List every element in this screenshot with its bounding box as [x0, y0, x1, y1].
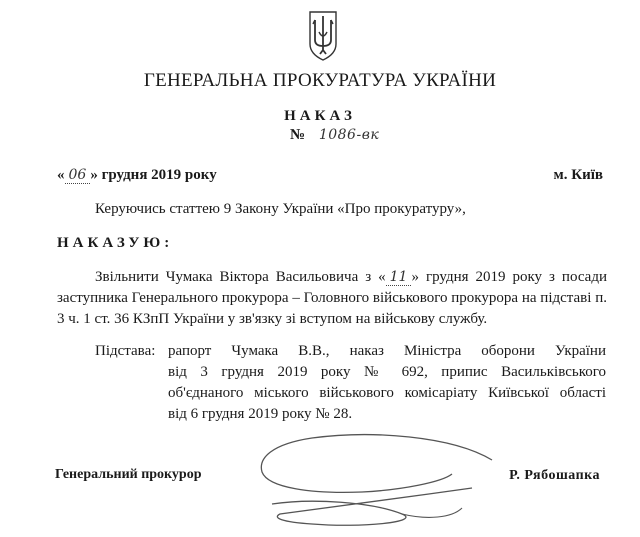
handwritten-dismissal-day: 11	[386, 269, 412, 286]
trident-coat-of-arms-icon	[308, 10, 338, 62]
signatory-title: Генеральний прокурор	[55, 467, 202, 482]
handwritten-number: 1086-вк	[318, 127, 380, 143]
order-text-part1: Звільнити Чумака Віктора Васильовича з «	[95, 269, 386, 285]
document-type: НАКАЗ	[284, 108, 356, 124]
preamble: Керуючись статтею 9 Закону України «Про прокуратуру»,	[95, 201, 466, 217]
organization-title: ГЕНЕРАЛЬНА ПРОКУРАТУРА УКРАЇНИ	[143, 70, 497, 91]
date-open-quote: «	[57, 167, 65, 183]
document-number	[290, 127, 379, 144]
signatory-name: Р. Рябошапка	[509, 468, 600, 483]
number-prefix: №	[290, 127, 306, 143]
basis-line: об'єднаного міського військового комісаріату Київської області	[168, 385, 606, 401]
handwritten-signature	[252, 428, 497, 534]
city: м. Київ	[553, 167, 603, 183]
order-paragraph	[57, 267, 607, 330]
date-rest: » грудня 2019 року	[90, 167, 217, 183]
basis-text	[168, 341, 606, 425]
basis-line: рапорт Чумака В.В., наказ Міністра оборони України	[168, 343, 606, 359]
orders-heading: НАКАЗУЮ:	[57, 235, 174, 251]
basis-label: Підстава:	[95, 343, 156, 359]
basis-line: від 6 грудня 2019 року № 28.	[168, 406, 353, 422]
order-text-part2: » грудня 2019 року з посади заступника Генерального прокурора – Головного військового прокурора на підставі п. 3 ч. 1 ст. 36 КЗпП України у зв'язку зі вступом на військову службу.	[57, 269, 607, 327]
handwritten-day: 06	[65, 167, 91, 184]
basis-line: від 3 грудня 2019 року № 692, припис Васильківського	[168, 364, 606, 380]
document-date	[57, 167, 217, 184]
